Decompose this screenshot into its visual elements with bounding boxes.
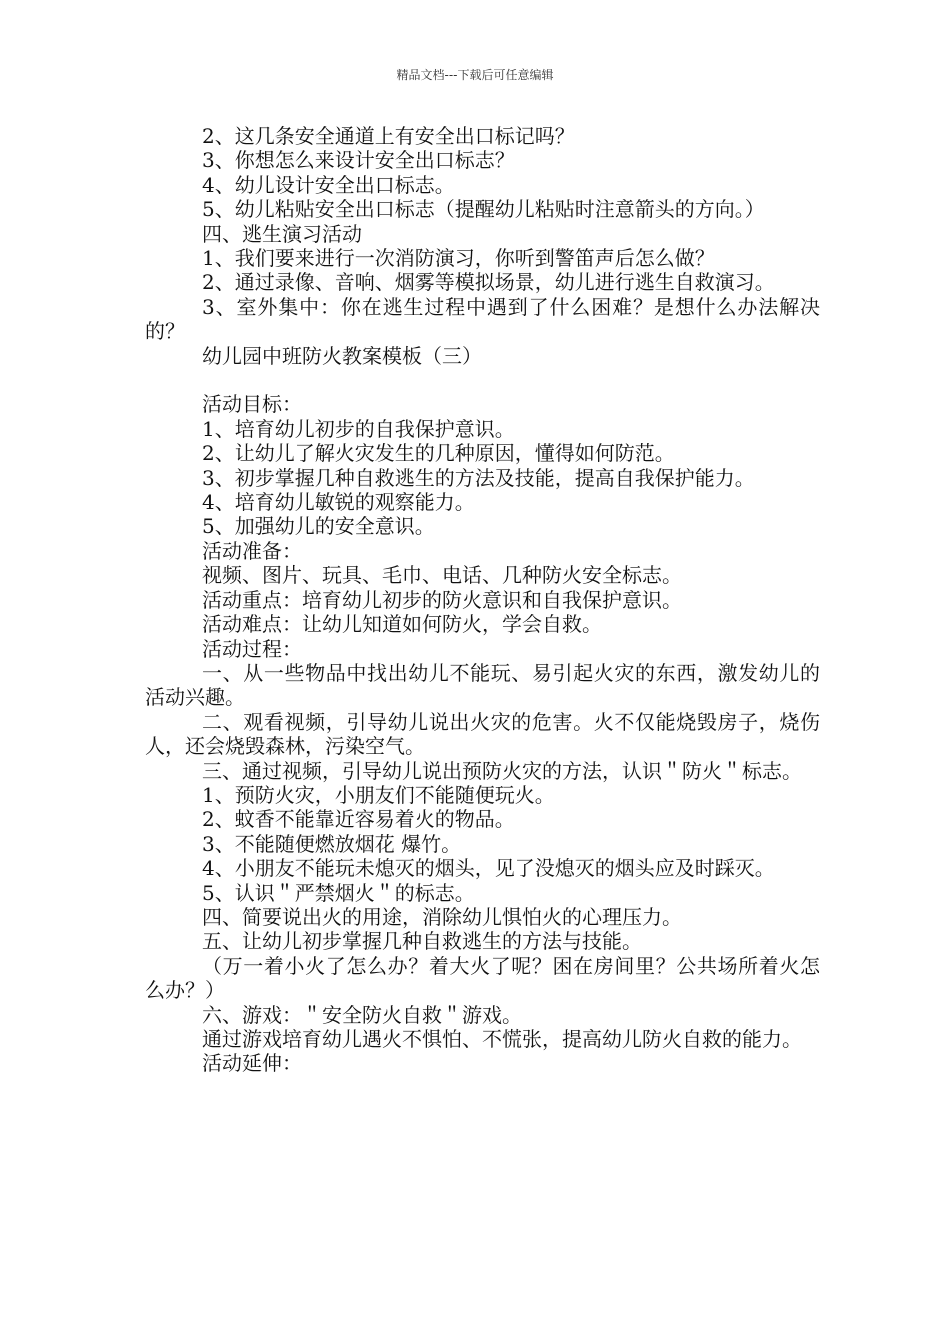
paragraph: 四、简要说出火的用途，消除幼儿惧怕火的心理压力。 bbox=[202, 904, 682, 929]
paragraph: 三、通过视频，引导幼儿说出预防火灾的方法，认识＂防火＂标志。 bbox=[202, 758, 802, 783]
document-body bbox=[145, 124, 820, 1076]
paragraph: 1、预防火灾，小朋友们不能随便玩火。 bbox=[202, 782, 555, 807]
paragraph: 2、让幼儿了解火灾发生的几种原因，懂得如何防范。 bbox=[202, 441, 675, 466]
paragraph: 4、小朋友不能玩未熄灭的烟头，见了没熄灭的烟头应及时踩灭。 bbox=[202, 856, 775, 881]
section-heading: 活动目标： bbox=[202, 392, 302, 417]
paragraph: 1、培育幼儿初步的自我保护意识。 bbox=[202, 416, 515, 441]
section-heading: 活动准备： bbox=[202, 538, 302, 563]
paragraph: 六、游戏：＂安全防火自救＂游戏。 bbox=[202, 1002, 522, 1027]
paragraph: 4、幼儿设计安全出口标志。 bbox=[202, 172, 455, 197]
paragraph: 活动难点：让幼儿知道如何防火，学会自救。 bbox=[202, 612, 602, 637]
paragraph: 2、蚊香不能靠近容易着火的物品。 bbox=[202, 807, 515, 832]
paragraph: 二、观看视频，引导幼儿说出火灾的危害。火不仅能烧毁房子，烧伤人，还会烧毁森林，污染空气。 bbox=[145, 709, 820, 759]
paragraph: 5、加强幼儿的安全意识。 bbox=[202, 514, 435, 539]
paragraph: 3、室外集中：你在逃生过程中遇到了什么困难？是想什么办法解决的？ bbox=[145, 294, 820, 344]
paragraph: 5、幼儿粘贴安全出口标志（提醒幼儿粘贴时注意箭头的方向。） bbox=[202, 197, 765, 222]
paragraph: 视频、图片、玩具、毛巾、电话、几种防火安全标志。 bbox=[202, 563, 682, 588]
paragraph: 4、培育幼儿敏锐的观察能力。 bbox=[202, 490, 475, 515]
section-heading: 活动延伸： bbox=[202, 1051, 302, 1076]
paragraph: 1、我们要来进行一次消防演习，你听到警笛声后怎么做？ bbox=[202, 246, 715, 271]
paragraph: 2、这几条安全通道上有安全出口标记吗？ bbox=[202, 124, 575, 148]
paragraph: 3、初步掌握几种自救逃生的方法及技能，提高自我保护能力。 bbox=[202, 465, 755, 490]
paragraph: （万一着小火了怎么办？着大火了呢？困在房间里？公共场所着火怎么办？） bbox=[145, 953, 820, 1003]
paragraph: 五、让幼儿初步掌握几种自救逃生的方法与技能。 bbox=[202, 929, 642, 954]
paragraph: 3、你想怎么来设计安全出口标志？ bbox=[202, 148, 515, 173]
section-heading: 活动过程： bbox=[202, 636, 302, 661]
document-title: 幼儿园中班防火教案模板（三） bbox=[202, 343, 482, 368]
paragraph: 活动重点：培育幼儿初步的防火意识和自我保护意识。 bbox=[202, 587, 682, 612]
page-header: 精品文档---下载后可任意编辑 bbox=[396, 68, 554, 82]
paragraph: 一、从一些物品中找出幼儿不能玩、易引起火灾的东西，激发幼儿的活动兴趣。 bbox=[145, 660, 820, 710]
blank-line bbox=[145, 368, 820, 392]
section-heading: 四、逃生演习活动 bbox=[202, 221, 362, 246]
paragraph: 5、认识＂严禁烟火＂的标志。 bbox=[202, 880, 475, 905]
paragraph: 2、通过录像、音响、烟雾等模拟场景，幼儿进行逃生自救演习。 bbox=[202, 270, 775, 295]
paragraph: 通过游戏培育幼儿遇火不惧怕、不慌张，提高幼儿防火自救的能力。 bbox=[202, 1027, 802, 1052]
paragraph: 3、不能随便燃放烟花 爆竹。 bbox=[202, 831, 462, 856]
